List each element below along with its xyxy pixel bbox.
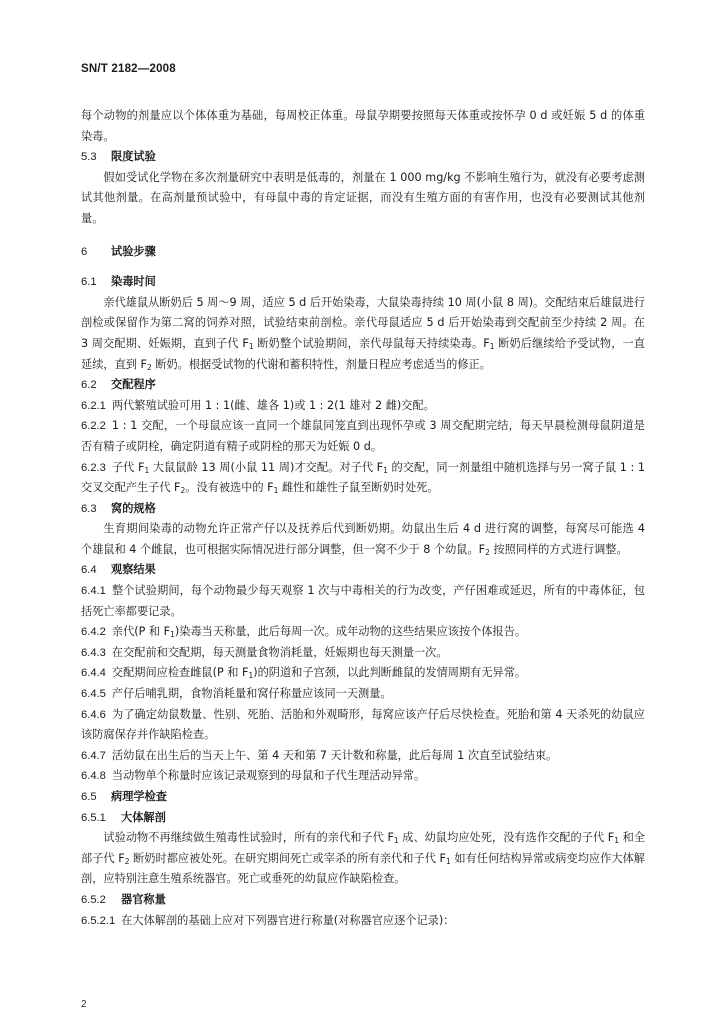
standard-code: SN/T 2182—2008 bbox=[81, 63, 176, 75]
section-5-3-body: 假如受试化学物在多次剂量研究中表明是低毒的，剂量在 1 000 mg/kg 不影响生殖行为，就没有必要考虑测试其他剂量。在高剂量预试验中，有母鼠中毒的肯定证据，而没有生殖方面的有害作用，也没有必要测试其他剂量。 bbox=[81, 170, 645, 225]
clause-6-4-7: 6.4.7 活幼鼠在出生后的当天上午、第 4 天和第 7 天计数和称量，此后每周 1 次直至试验结束。 bbox=[81, 748, 558, 762]
clause-6-4-4: 6.4.4 交配期间应检查雌鼠(P 和 $F_1$)的阴道和子宫颈，以此判断雌鼠的发情周期有无异常。 bbox=[81, 666, 527, 681]
section-6-3-heading: 6.3 窝的规格 bbox=[81, 501, 156, 515]
clause-6-4-2: 6.4.2 亲代(P 和 $F_1$)染毒当天称量，此后每周一次。成年动物的这些结果应该按个体报告。 bbox=[81, 625, 527, 640]
clause-6-2-1: 6.2.1 两代繁殖试验可用 1 : 1(雌、雄各 1)或 1 : 2(1 雄对 2 雌)交配。 bbox=[81, 398, 435, 412]
document-body bbox=[81, 106, 645, 931]
clause-6-4-8: 6.4.8 当动物单个称量时应该记录观察到的母鼠和子代生理活动异常。 bbox=[81, 769, 426, 783]
section-6-5-heading: 6.5 病理学检查 bbox=[81, 790, 167, 803]
section-6-5-1-heading: 6.5.1 大体解剖 bbox=[81, 810, 166, 824]
section-6-5-2-heading: 6.5.2 器官称量 bbox=[81, 892, 166, 906]
clause-6-2-2: 6.2.2 1 : 1 交配，一个母鼠应该一直同一个雄鼠同笼直到出现怀孕或 3 周交配期完结，每天早晨检测母鼠阴道是否有精子或阴栓，确定阴道有精子或阴栓的那天为妊娠 0 d。 bbox=[81, 419, 645, 453]
clause-6-4-3: 6.4.3 在交配前和交配期，每天测量食物消耗量，妊娠期也每天测量一次。 bbox=[81, 645, 448, 659]
section-6-5-1-body: 试验动物不再继续做生殖毒性试验时，所有的亲代和子代 $F_1$ 成、幼鼠均应处死，没有选作交配的子代 $F_1$ 和全部子代 $F_2$ 断奶时都应被处死。在研究期间死亡或宰杀的所有亲代和子代 $F_1$ 如有任何结构异常或病变均应作大体解剖，应特别注意生殖系统器官。死亡或垂死的幼鼠应作缺陷检查。 bbox=[81, 831, 645, 886]
section-6-4-heading: 6.4 观察结果 bbox=[81, 563, 156, 577]
section-6-2-heading: 6.2 交配程序 bbox=[81, 378, 156, 392]
section-6-1-body: 亲代雄鼠从断奶后 5 周～9 周，适应 5 d 后开始染毒，大鼠染毒持续 10 周(小鼠 8 周)。交配结束后雄鼠进行剖检或保留作为第二窝的饲养对照，试验结束前剖检。亲代母鼠适应 5 d 后开始染毒到交配前至少持续 2 周。在 3 周交配期、妊娠期，直到子代 $F_1$ 断奶整个试验期间，亲代母鼠每天持续染毒。$F_1$ 断奶后继续给予受试物，一直延续，直到 $F_2$ 断奶。根据受试物的代谢和蓄积特性，剂量日程应考虑适当的修正。 bbox=[81, 295, 645, 372]
section-5-3-heading: 5.3 限度试验 bbox=[81, 150, 156, 164]
intro-paragraph: 每个动物的剂量应以个体体重为基础，每周校正体重。母鼠孕期要按照每天体重或按怀孕 0 d 或妊娠 5 d 的体重染毒。 bbox=[81, 109, 645, 143]
clause-6-4-1: 6.4.1 整个试验期间，每个动物最少每天观察 1 次与中毒相关的行为改变，产仔困难或延迟，所有的中毒体征，包括死亡率都要记录。 bbox=[81, 584, 645, 618]
clause-6-4-6: 6.4.6 为了确定幼鼠数量、性别、死胎、活胎和外观畸形，每窝应该产仔后尽快检查。死胎和第 4 天杀死的幼鼠应该防腐保存并作缺陷检查。 bbox=[81, 707, 645, 742]
clause-6-5-2-1: 6.5.2.1 在大体解剖的基础上应对下列器官进行称量(对称器官应逐个记录)： bbox=[81, 913, 455, 927]
page-number: 2 bbox=[81, 999, 87, 1010]
clause-6-4-5: 6.4.5 产仔后哺乳期，食物消耗量和窝仔称量应该同一天测量。 bbox=[81, 687, 392, 701]
section-6-1-heading: 6.1 染毒时间 bbox=[81, 275, 156, 289]
section-6-heading: 6 试验步骤 bbox=[81, 244, 156, 258]
section-6-3-body: 生育期间染毒的动物允许正常产仔以及抚养后代到断奶期。幼鼠出生后 4 d 进行窝的调整，每窝尽可能选 4 个雄鼠和 4 个雌鼠，也可根据实际情况进行部分调整，但一窝不少于 8 个幼鼠。$F_2$ 按照同样的方式进行调整。 bbox=[81, 522, 645, 557]
clause-6-2-3: 6.2.3 子代 $F_1$ 大鼠鼠龄 13 周(小鼠 11 周)才交配。对子代 $F_1$ 的交配，同一剂量组中随机选择与另一窝子鼠 1 : 1 交叉交配产生子代 $F_2$。没有被选中的 $F_1$ 雌性和雄性子鼠至断奶时处死。 bbox=[81, 460, 645, 496]
